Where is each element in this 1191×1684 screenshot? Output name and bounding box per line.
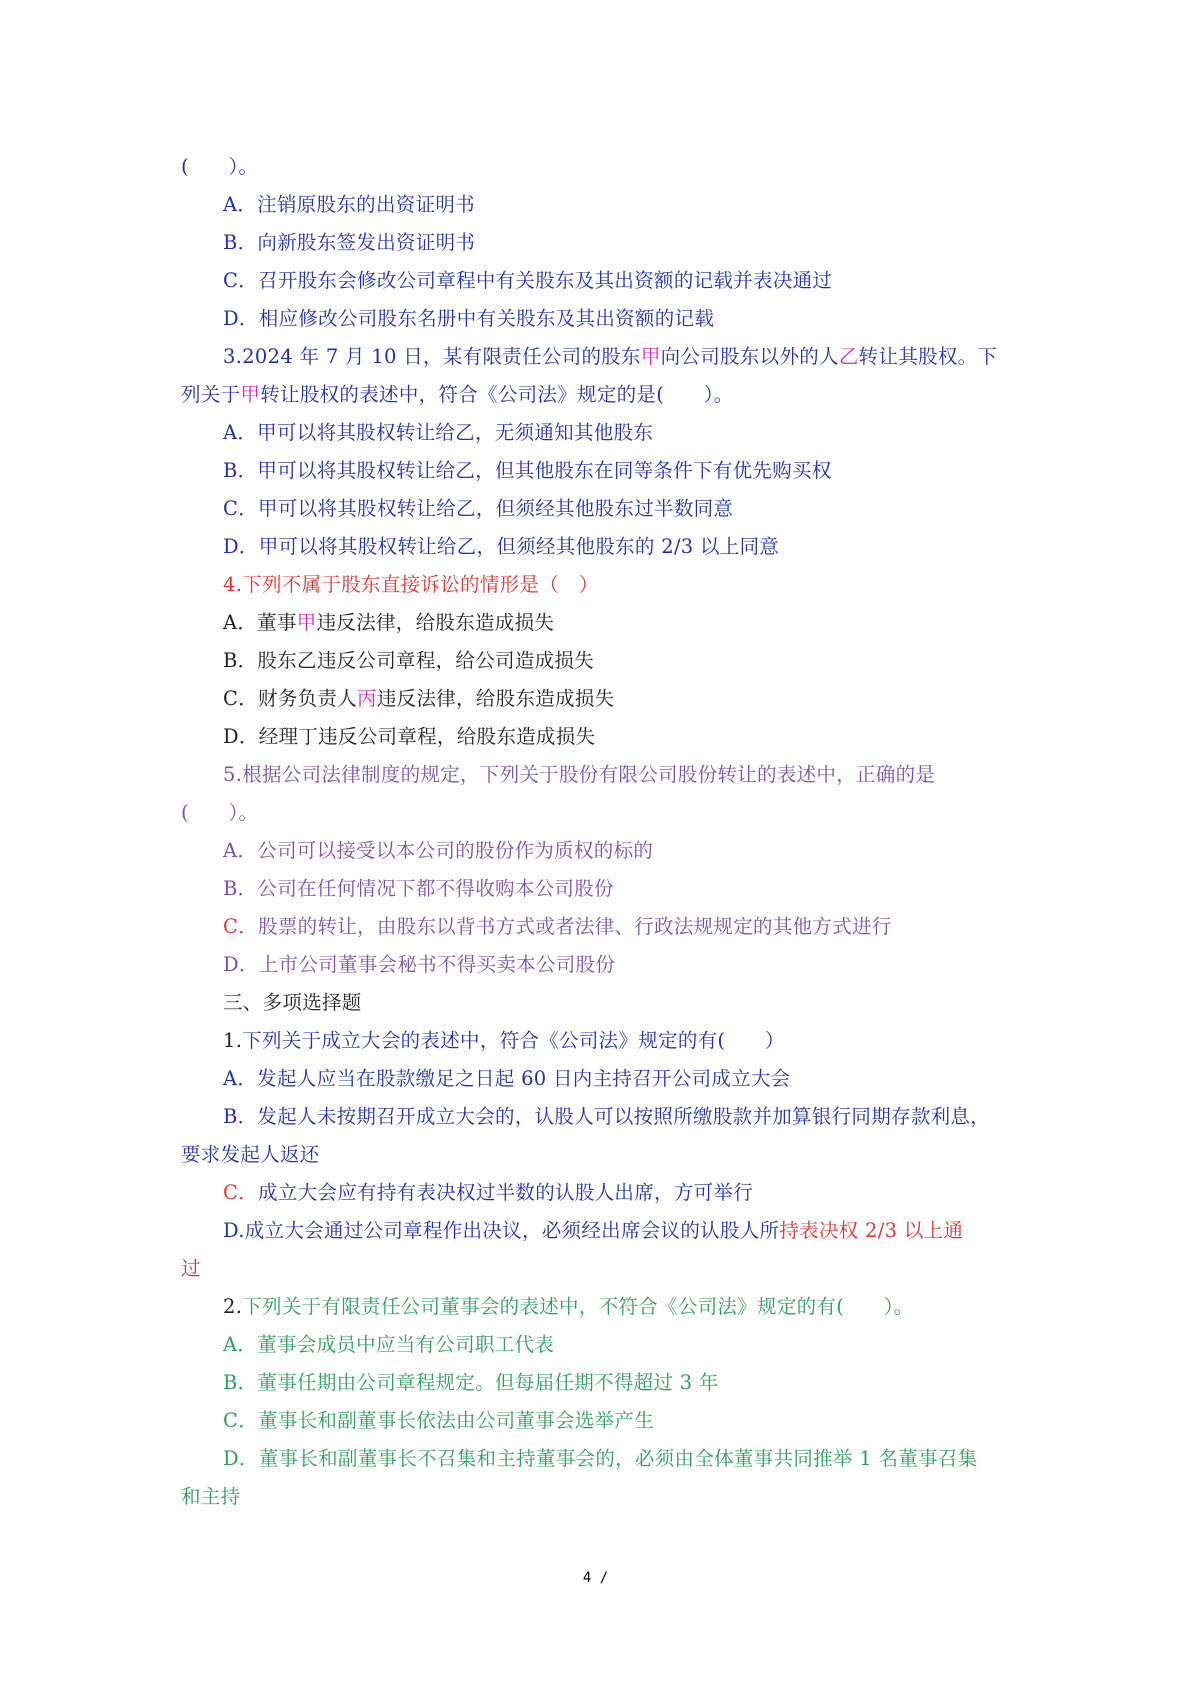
s3-q1-option-b-line1: B．发起人未按期召开成立大会的，认股人可以按照所缴股款并加算银行同期存款利息， — [223, 1105, 991, 1128]
s3-q1-option-b-line2: 要求发起人返还 — [181, 1143, 320, 1166]
s3-q1-option-d-line1 — [181, 1212, 1011, 1250]
q2-stem-end: ( ）。 — [181, 155, 259, 178]
s3-q1-stem — [181, 1022, 1011, 1060]
s3-q1-option-d-line2: 过 — [181, 1257, 201, 1280]
s3-q1-option-text: D.成立大会通过公司章程作出决议，必须经出席会议的认股人所 — [223, 1219, 780, 1242]
q4-option-text: C．财务负责人 — [223, 687, 358, 710]
q3-option-a: A．甲可以将其股权转让给乙，无须通知其他股东 — [223, 421, 654, 444]
page-number: 4 / — [582, 1570, 609, 1586]
q3-stem-text: 转让股权的表述中，符合《公司法》规定的是( ）。 — [260, 383, 734, 406]
s3-q1-option-c — [181, 1174, 1011, 1212]
q5-stem-line1: 5.根据公司法律制度的规定，下列关于股份有限公司股份转让的表述中，正确的是 — [223, 763, 936, 786]
s3-q2-option-b: B．董事任期由公司章程规定。但每届任期不得超过 3 年 — [223, 1371, 719, 1394]
q5-option-d: D．上市公司董事会秘书不得买卖本公司股份 — [223, 953, 616, 976]
q5-option-letter: C． — [223, 915, 259, 938]
q5-option-c — [181, 908, 1011, 946]
q2-option-d: D．相应修改公司股东名册中有关股东及其出资额的记载 — [223, 307, 715, 330]
q4-option-text: A．董事 — [223, 611, 297, 634]
q4-option-c — [181, 680, 1011, 718]
q3-option-b: B．甲可以将其股权转让给乙，但其他股东在同等条件下有优先购买权 — [223, 459, 832, 482]
q5-stem-line2: ( ）。 — [181, 801, 259, 824]
q3-stem-text: 转让其股权。下 — [858, 345, 998, 368]
question-number: 1. — [223, 1029, 243, 1052]
s3-q2-option-d-line1: D．董事长和副董事长不召集和主持董事会的，必须由全体董事共同推举 1 名董事召集 — [223, 1447, 978, 1470]
q5-option-text: 股票的转让，由股东以背书方式或者法律、行政法规规定的其他方式进行 — [258, 915, 892, 938]
s3-q1-option-text: 成立大会应有持有表决权过半数的认股人出席，方可举行 — [258, 1181, 754, 1204]
q4-option-b: B．股东乙违反公司章程，给公司造成损失 — [223, 649, 595, 672]
q4-highlight: 甲 — [296, 611, 317, 634]
s3-q1-option-a: A．发起人应当在股款缴足之日起 60 日内主持召开公司成立大会 — [223, 1067, 791, 1090]
q3-stem-line1 — [181, 338, 1011, 376]
section-heading: 三、多项选择题 — [223, 991, 362, 1014]
q3-highlight-yi: 乙 — [838, 345, 859, 368]
q4-option-text: 违反法律，给股东造成损失 — [316, 611, 555, 634]
q3-stem-text: 3.2024 年 7 月 10 日，某有限责任公司的股东 — [223, 345, 641, 368]
q3-option-d: D．甲可以将其股权转让给乙，但须经其他股东的 2/3 以上同意 — [223, 535, 780, 558]
s3-q2-option-a: A．董事会成员中应当有公司职工代表 — [223, 1333, 555, 1356]
q3-stem-line2 — [181, 376, 1011, 414]
s3-q2-option-d-line2: 和主持 — [181, 1485, 241, 1508]
option-letter: C． — [223, 1181, 259, 1204]
q5-option-a: A．公司可以接受以本公司的股份作为质权的标的 — [223, 839, 654, 862]
q4-highlight: 丙 — [357, 687, 377, 710]
question-number: 2. — [223, 1295, 243, 1318]
q4-option-text: 违反法律，给股东造成损失 — [376, 687, 615, 710]
q2-option-b: B．向新股东签发出资证明书 — [223, 231, 476, 254]
q2-option-c: C．召开股东会修改公司章程中有关股东及其出资额的记载并表决通过 — [223, 269, 833, 292]
s3-q2-stem — [181, 1288, 1011, 1326]
q4-stem: 4.下列不属于股东直接诉讼的情形是（ ） — [223, 573, 599, 596]
q2-option-a: A．注销原股东的出资证明书 — [223, 193, 475, 216]
s3-q1-stem-text: 下列关于成立大会的表述中，符合《公司法》规定的有( ） — [242, 1029, 785, 1052]
s3-q2-stem-text: 下列关于有限责任公司董事会的表述中，不符合《公司法》规定的有( ）。 — [242, 1295, 914, 1318]
q4-option-a — [181, 604, 1011, 642]
s3-q1-highlight: 持表决权 2/3 以上通 — [779, 1219, 964, 1242]
q3-stem-text: 向公司股东以外的人 — [660, 345, 839, 368]
q3-stem-text: 列关于 — [181, 383, 241, 406]
q5-option-b: B．公司在任何情况下都不得收购本公司股份 — [223, 877, 614, 900]
page-content — [181, 148, 1011, 1516]
q4-option-d: D．经理丁违反公司章程，给股东造成损失 — [223, 725, 596, 748]
q3-option-c: C．甲可以将其股权转让给乙，但须经其他股东过半数同意 — [223, 497, 734, 520]
q3-highlight-jia: 甲 — [240, 383, 261, 406]
q3-highlight-jia: 甲 — [640, 345, 661, 368]
s3-q2-option-c: C．董事长和副董事长依法由公司董事会选举产生 — [223, 1409, 655, 1432]
